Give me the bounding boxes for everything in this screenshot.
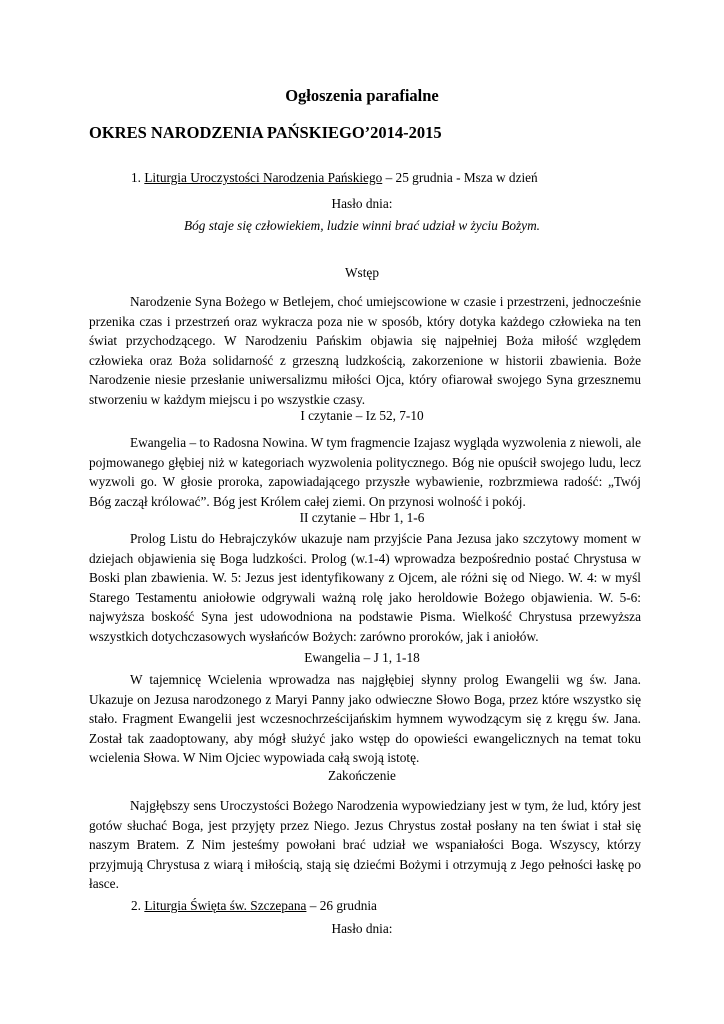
reading-1-paragraph: Ewangelia – to Radosna Nowina. W tym fragmencie Izajasz wygląda wyzwolenia z niewoli, ale pojmowanego głębiej niż w kategoriach wyzwolenia politycznego. Bóg nie opuścił swojego ludu, lecz wyzwoli go. W głosie proroka, zapowiadającego przyszłe wybawienie, rozbrzmiewa radość: „Twój Bóg zaczął królować”. Bóg jest Królem całej ziemi. On przynosi wolność i pokój.: [89, 435, 641, 509]
conclusion-paragraph: Najgłębszy sens Uroczystości Bożego Narodzenia wypowiedziany jest w tym, że lud, który jest gotów słuchać Boga, jest przyjęty przez Niego. Jezus Chrystus został posłany na ten świat i stał się naszym Bratem. Z Nim jesteśmy powołani brać udział we wspaniałości Boga. Wszyscy, którzy przyjmują Chrystusa z wiarą i miłością, stają się dziećmi Bożymi i otrzymują z Jego pełności łaskę po łasce.: [89, 798, 641, 891]
section-1-date: – 25 grudnia - Msza w dzień: [382, 170, 538, 185]
reading-1-heading: I czytanie – Iz 52, 7-10: [300, 408, 424, 423]
period-heading: OKRES NARODZENIA PAŃSKIEGO’2014-2015: [89, 123, 442, 142]
intro-heading: Wstęp: [345, 265, 379, 280]
gospel-heading: Ewangelia – J 1, 1-18: [304, 650, 420, 665]
section-1-motto: Bóg staje się człowiekiem, ludzie winni brać udział w życiu Bożym.: [183, 218, 541, 233]
intro-paragraph: Narodzenie Syna Bożego w Betlejem, choć umiejscowione w czasie i przestrzeni, jednocześnie przenika czas i przestrzeń oraz wykracza poza nie w sposób, który dotyka każdego człowieka na ten świat przychodzącego. W Narodzeniu Pańskim objawia się najpełniej Boża miłość względem człowieka oraz Boża solidarność z grzeszną ludzkością, zakorzenione w historii zbawienia. Boże Narodzenie niesie przesłanie uniwersalizmu miłości Ojca, który ofiarował swojego Syna grzesznemu stworzeniu w każdym miejscu i po wszystkie czasy.: [89, 294, 641, 407]
section-1-heading: [131, 170, 538, 186]
section-2-link[interactable]: Liturgia Święta św. Szczepana: [144, 898, 307, 913]
page-title: Ogłoszenia parafialne: [285, 86, 439, 105]
section-2-motto-label: Hasło dnia:: [331, 921, 393, 936]
section-1-link[interactable]: Liturgia Uroczystości Narodzenia Pańskiego: [144, 170, 383, 185]
gospel-paragraph: W tajemnicę Wcielenia wprowadza nas najgłębiej słynny prolog Ewangelii wg św. Jana. Ukazuje on Jezusa narodzonego z Maryi Panny jako odwieczne Słowo Boga, przez które wszystko się stało. Fragment Ewangelii jest wczesnochrześcijańskim hymnem wywodzącym się z kręgu św. Jana. Został tak zaadoptowany, aby mógł służyć jako wstęp do opowieści ewangelicznych na temat toku wcielenia Słowa. W Nim Ojciec wypowiada całą swoją istotę.: [89, 672, 641, 765]
section-1-number: 1.: [131, 170, 141, 185]
section-1-motto-label: Hasło dnia:: [331, 196, 393, 211]
section-2-date: – 26 grudnia: [306, 898, 377, 913]
reading-2-heading: II czytanie – Hbr 1, 1-6: [299, 510, 425, 525]
section-2-number: 2.: [131, 898, 141, 913]
conclusion-heading: Zakończenie: [328, 768, 396, 783]
reading-2-paragraph: Prolog Listu do Hebrajczyków ukazuje nam przyjście Pana Jezusa jako szczytowy moment w dziejach objawienia się Boga ludzkości. Prolog (w.1-4) wprowadza bezpośrednio postać Chrystusa w Boski plan zbawienia. W. 5: Jezus jest identyfikowany z Ojcem, ale różni się od Niego. W. 4: w myśl Starego Testamentu aniołowie odgrywali ważną rolę jako heroldowie Bożego objawienia. W. 5-6: najwyższa boskość Syna jest udowodniona na podstawie Pisma. Wielkość Chrystusa przewyższa wszystkich dotychczasowych wysłańców Bożych: zarówno proroków, jak i aniołów.: [89, 531, 641, 644]
section-2-heading: [131, 898, 377, 914]
